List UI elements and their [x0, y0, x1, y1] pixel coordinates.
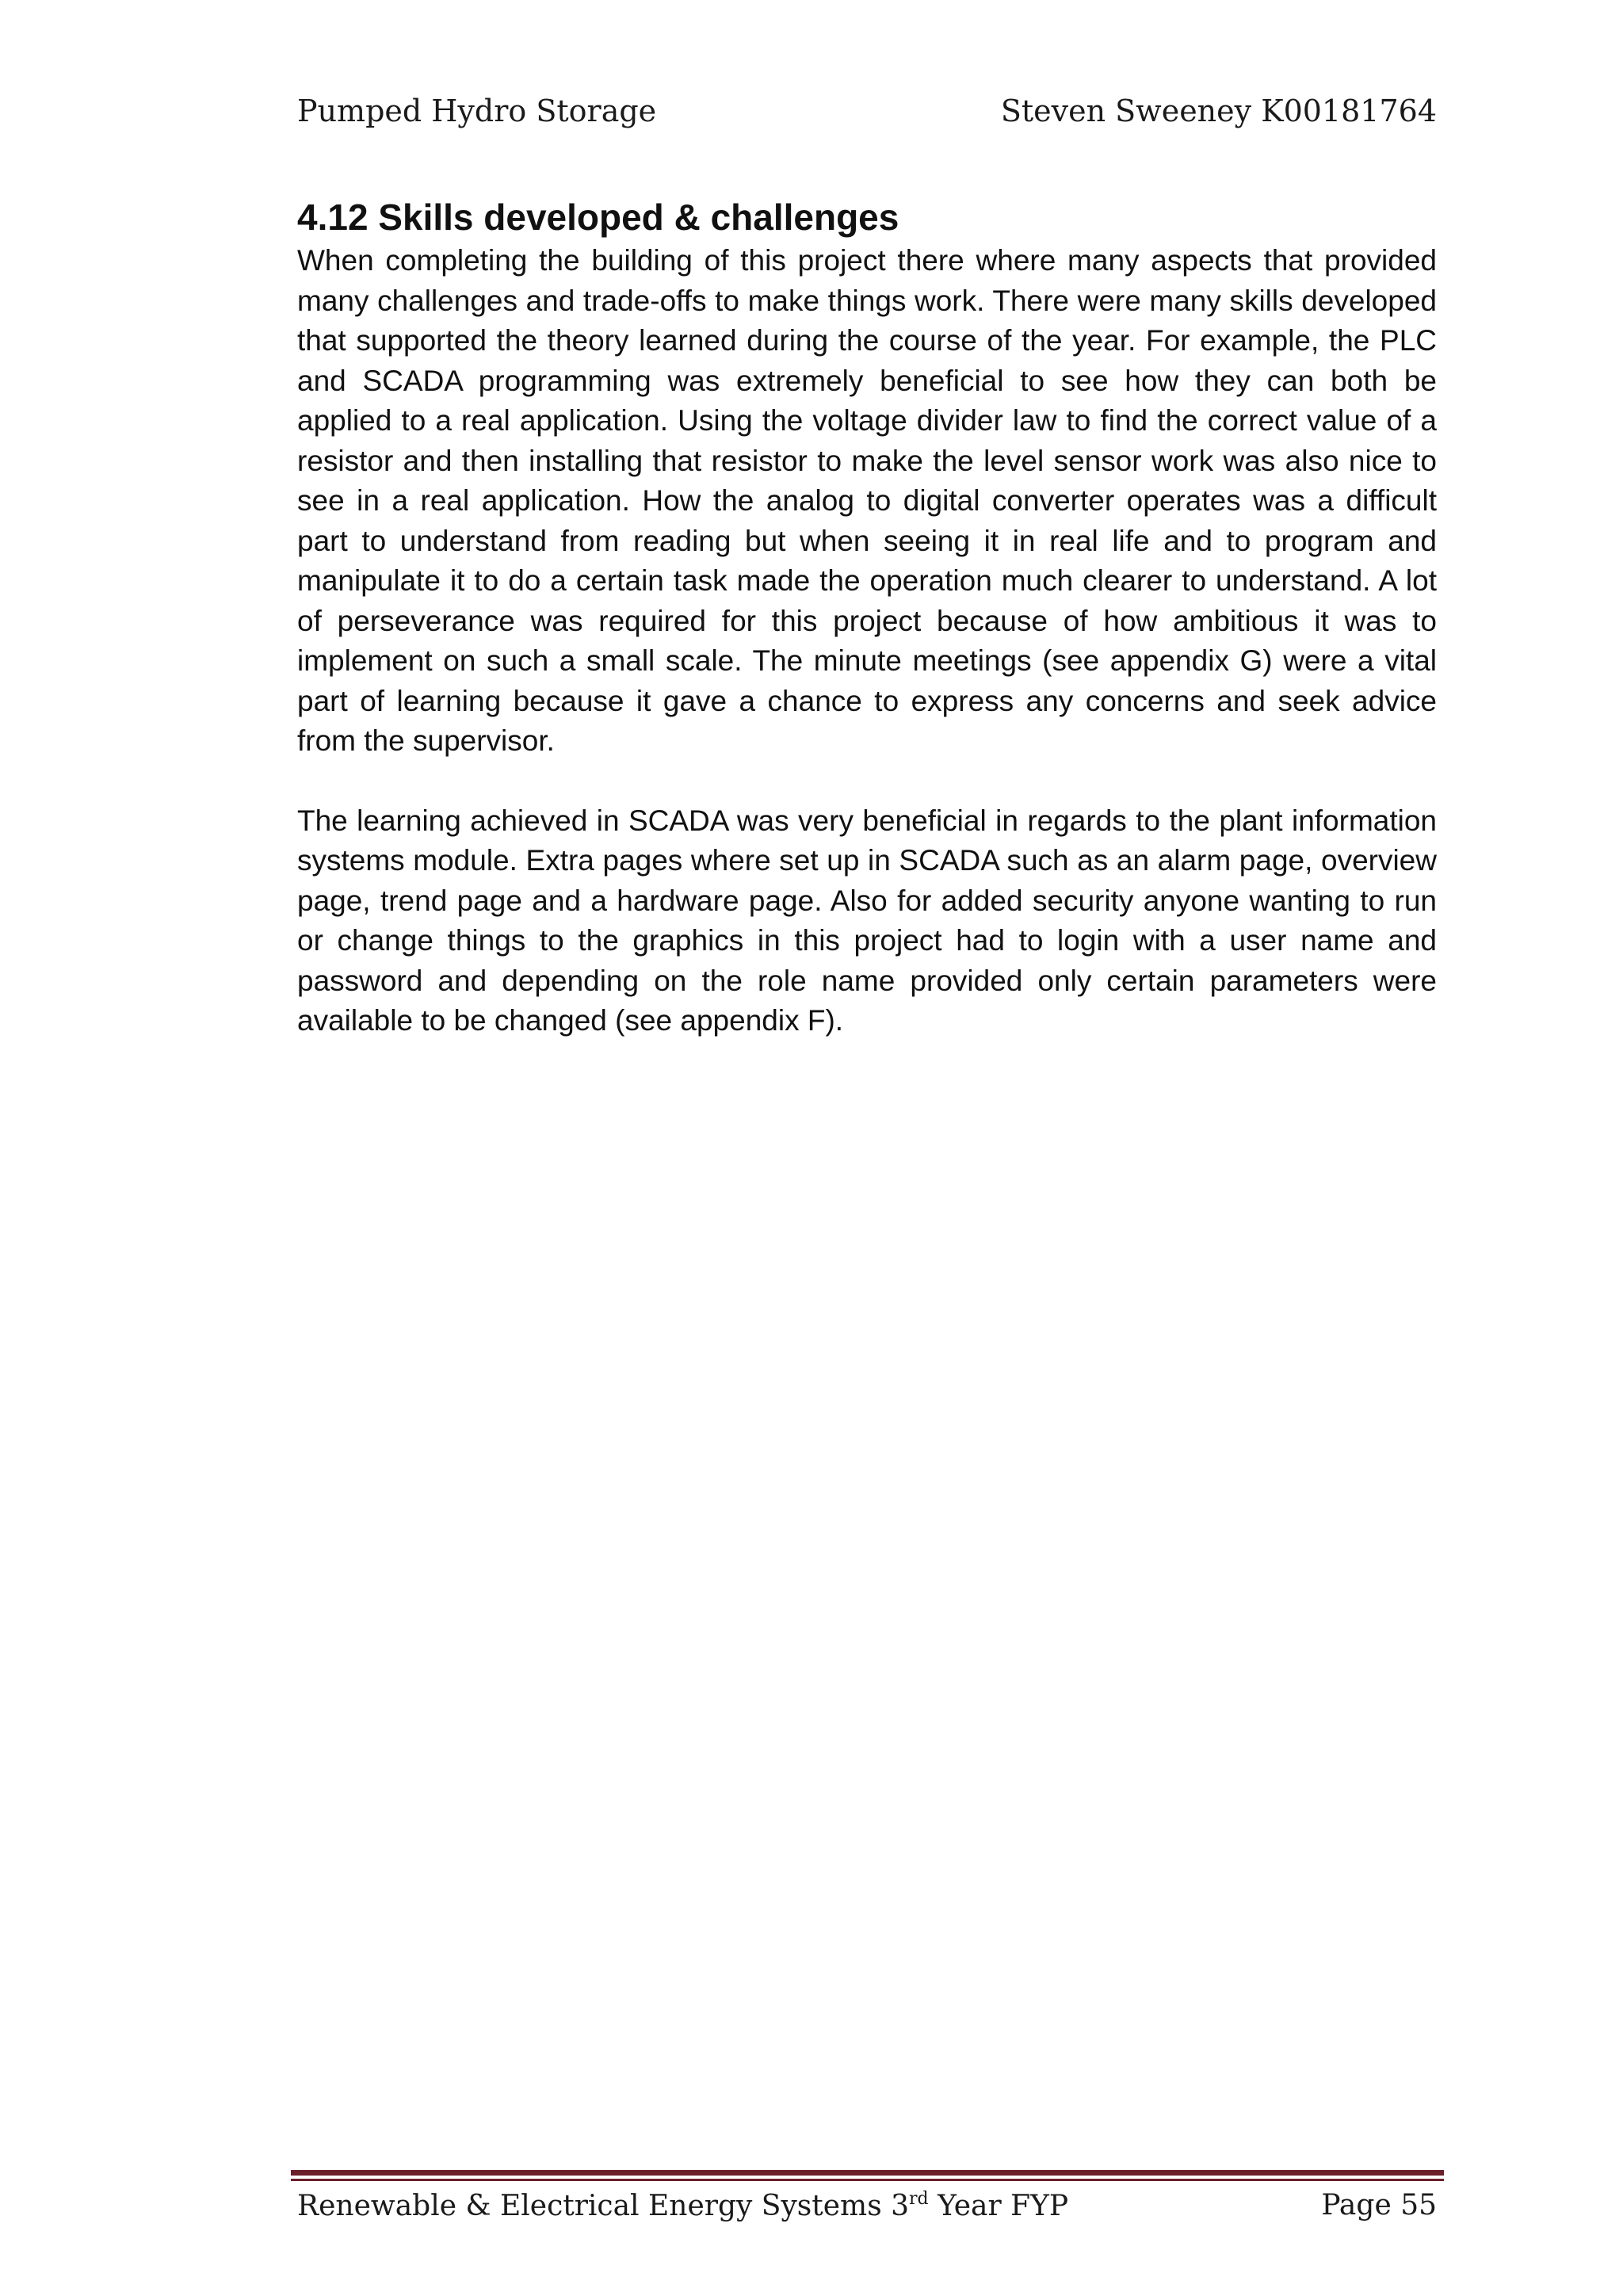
body-paragraph: When completing the building of this project there where many aspects that provided many challenges and trade-offs to make things work. There were many skills developed that supported the theory learned during the course of the year. For example, the PLC and SCADA programming was extremely beneficial to see how they can both be applied to a real application. Using the voltage divider law to find the correct value of a resistor and then installing that resistor to make the level sensor work was also nice to see in a real application. How the analog to digital converter operates was a difficult part to understand from reading but when seeing it in real life and to program and manipulate it to do a certain task made the operation much clearer to understand. A lot of perseverance was required for this project because of how ambitious it was to implement on such a small scale. The minute meetings (see appendix G) were a vital part of learning because it gave a chance to express any concerns and seek advice from the supervisor.	[297, 244, 1437, 757]
header-author: Steven Sweeney K00181764	[1000, 94, 1437, 128]
header-document-title: Pumped Hydro Storage	[297, 94, 657, 128]
footer-course-suffix: Year FYP	[928, 2190, 1069, 2222]
footer-ordinal-suffix: rd	[909, 2189, 929, 2209]
footer-course-title	[297, 2189, 1068, 2222]
page-number: Page 55	[1321, 2189, 1437, 2222]
main-content	[297, 195, 1437, 1041]
page-footer	[297, 2189, 1437, 2237]
footer-course-prefix: Renewable & Electrical Energy Systems 3	[297, 2190, 910, 2222]
section-heading: 4.12 Skills developed & challenges	[297, 197, 899, 238]
footer-rule-thin	[291, 2179, 1444, 2181]
footer-rule-thick	[291, 2170, 1444, 2176]
page-header	[297, 94, 1437, 141]
body-paragraph: The learning achieved in SCADA was very beneficial in regards to the plant information systems module. Extra pages where set up in SCADA such as an alarm page, overview page, trend page and a hardware page. Also for added security anyone wanting to run or change things to the graphics in this project had to login with a user name and password and depending on the role name provided only certain parameters were available to be changed (see appendix F).	[297, 804, 1437, 1037]
